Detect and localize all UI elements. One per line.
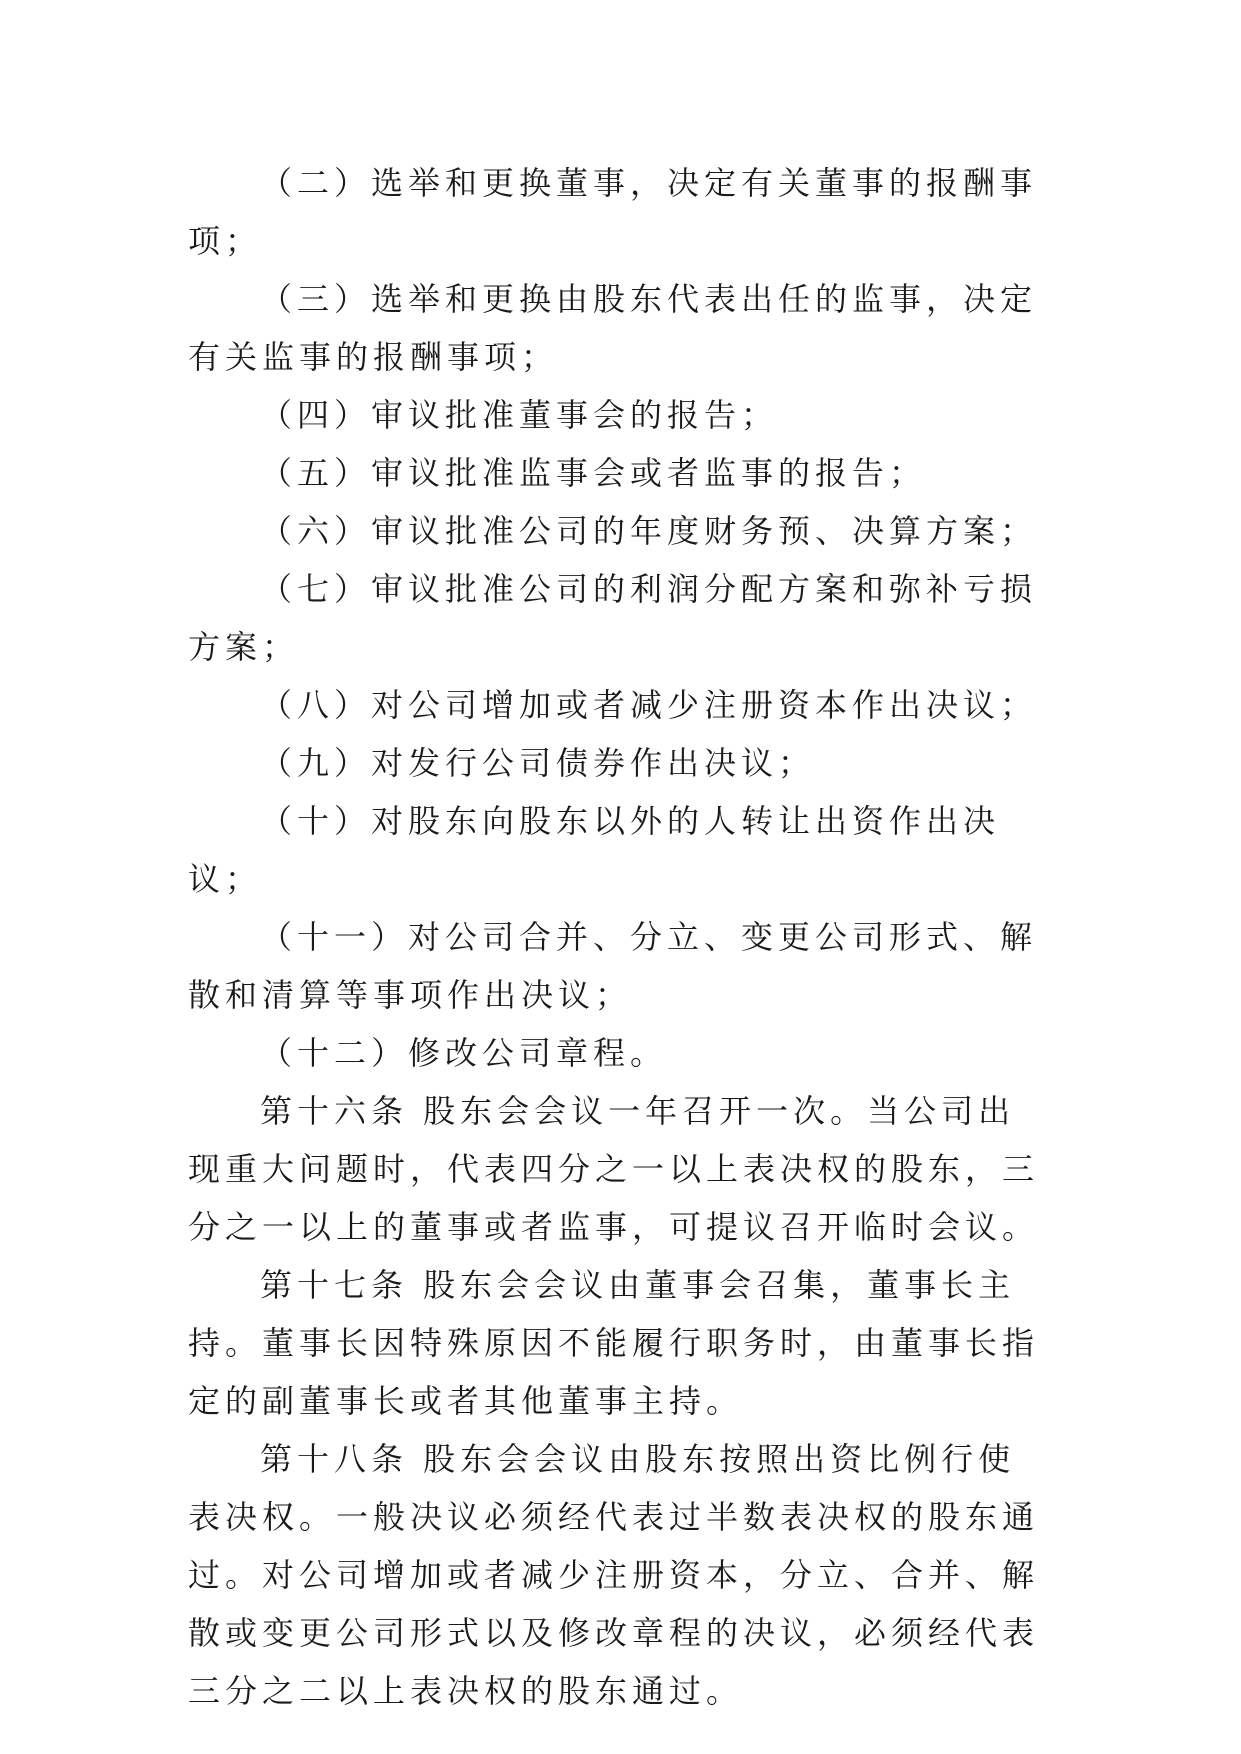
clause-item-9: （九）对发行公司债券作出决议； [260, 744, 816, 782]
clause-item-3: （三）选举和更换由股东代表出任的监事，决定有关监事的报酬事项； [188, 280, 1038, 376]
clause-item-10: （十）对股东向股东以外的人转让出资作出决议； [188, 802, 1001, 898]
clause-item-4: （四）审议批准董事会的报告； [260, 396, 779, 434]
article-16: 第十六条 股东会会议一年召开一次。当公司出现重大问题时，代表四分之一以上表决权的股东，三分之一以上的董事或者监事，可提议召开临时会议。 [188, 1092, 1040, 1246]
clause-item-8: （八）对公司增加或者减少注册资本作出决议； [260, 686, 1038, 724]
clause-item-5: （五）审议批准监事会或者监事的报告； [260, 454, 927, 492]
document-body [188, 154, 1048, 1720]
clause-item-6: （六）审议批准公司的年度财务预、决算方案； [260, 512, 1038, 550]
clause-item-11: （十一）对公司合并、分立、变更公司形式、解散和清算等事项作出决议； [188, 918, 1038, 1014]
article-17: 第十七条 股东会会议由董事会召集，董事长主持。董事长因特殊原因不能履行职务时，由董事长指定的副董事长或者其他董事主持。 [188, 1266, 1040, 1420]
clause-item-2: （二）选举和更换董事，决定有关董事的报酬事项； [188, 164, 1038, 260]
clause-item-7: （七）审议批准公司的利润分配方案和弥补亏损方案； [188, 570, 1038, 666]
clause-item-12: （十二）修改公司章程。 [260, 1034, 668, 1072]
article-18: 第十八条 股东会会议由股东按照出资比例行使表决权。一般决议必须经代表过半数表决权的股东通过。对公司增加或者减少注册资本，分立、合并、解散或变更公司形式以及修改章程的决议，必须经代表三分之二以上表决权的股东通过。 [188, 1440, 1040, 1710]
